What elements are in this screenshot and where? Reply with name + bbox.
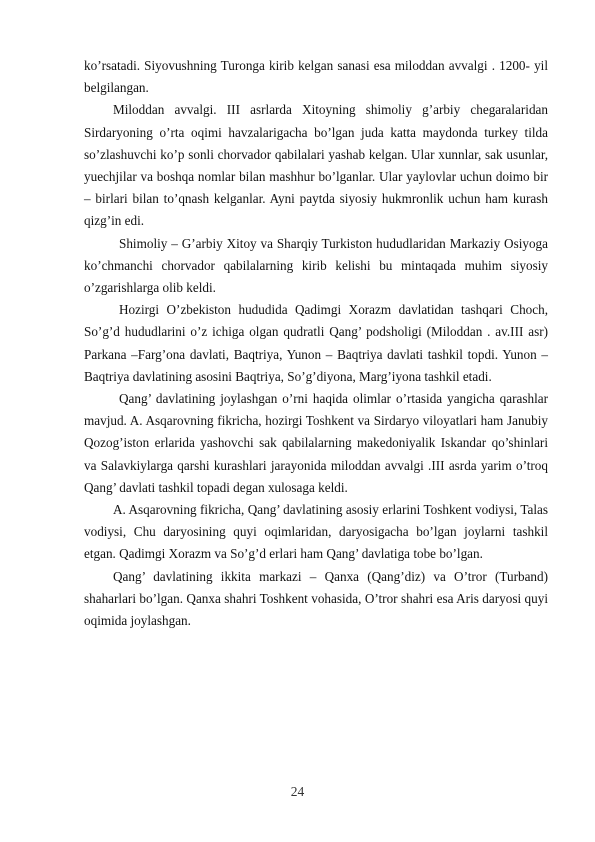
paragraph-5: Qang’ davlatining joylashgan o’rni haqida olimlar o’rtasida yangicha qarashlar mavjud. A. Asqarovning fikricha, hozirgi Toshkent va Sirdaryo viloyatlari ham Janubiy Qozog’iston erlarida yashovchi sak qabilalarning makedoniyalik Iskandar qo’shinlari va Salavkiylarga qarshi kurashlari jarayonida miloddan avvalgi .III asrda yarim o’troq Qang’ davlati tashkil topadi degan xulosaga keldi. [84, 391, 548, 495]
paragraph-6: A. Asqarovning fikricha, Qang’ davlatining asosiy erlarini Toshkent vodiysi, Talas vodiysi, Chu daryosining quyi oqimlaridan, daryosigacha bo’lgan joylarni tashkil etgan. Qadimgi Xorazm va So’g’d erlari ham Qang’ davlatiga tobe bo’lgan. [84, 502, 548, 562]
paragraph-3: Shimoliy – G’arbiy Xitoy va Sharqiy Turkiston hududlaridan Markaziy Osiyoga ko’chmanchi chorvador qabilalarning kirib kelishi bu mintaqada muhim siyosiy o’zgarishlarga olib keldi. [84, 235, 548, 296]
paragraph-7: Qang’ davlatining ikkita markazi – Qanxa (Qang’diz) va O’tror (Turband) shaharlari bo’lgan. Qanxa shahri Toshkent vohasida, O’tror shahri esa Aris daryosi quyi oqimida joylashgan. [84, 568, 548, 629]
paragraph-1: ko’rsatadi. Siyovushning Turonga kirib kelgan sanasi esa miloddan avvalgi . 1200- yil belgilangan. [84, 58, 548, 96]
paragraph-4: Hozirgi O’zbekiston hududida Qadimgi Xorazm davlatidan tashqari Choch, So’g’d hududlarini o’z ichiga olgan qudratli Qang’ podsholigi (Miloddan . av.III asr) Parkana –Farg’ona davlati, Baqtriya, Yunon – Baqtriya davlati tashkil topdi. Yunon – Baqtriya davlatining asosini Baqtriya, So’g’diyona, Marg’iyona tashkil etadi. [84, 302, 548, 384]
body-text [84, 55, 548, 632]
paragraph-2: Miloddan avvalgi. III asrlarda Xitoyning shimoliy g’arbiy chegaralaridan Sirdaryoning o’rta oqimi havzalarigacha bo’lgan juda katta maydonda turkey tilda so’zlashuvchi ko’p sonli chorvador qabilalari yashab kelgan. Ular xunnlar, sak usunlar, yuechjilar va boshqa nomlar bilan mashhur bo’lganlar. Ular yaylovlar uchun doimo bir – birlari bilan to’qnash kelganlar. Ayni paytda siyosiy hukmronlik uchun ham kurash qizg’in edi. [84, 102, 548, 229]
page-number: 24 [290, 784, 305, 799]
